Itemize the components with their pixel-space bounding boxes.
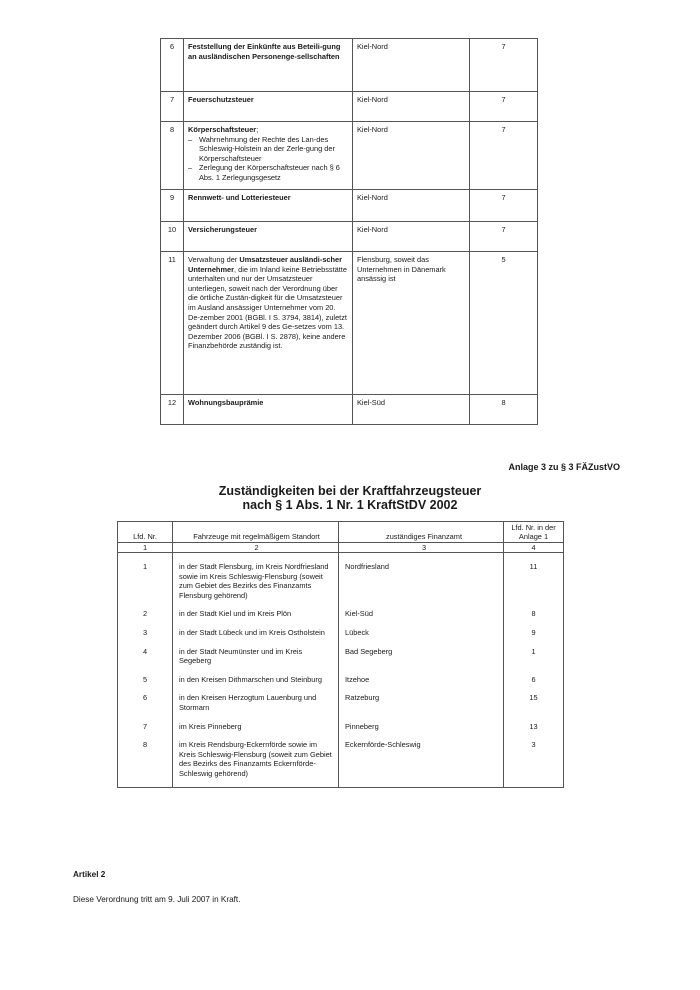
standort: im Kreis Rendsburg-Eckernförde sowie im Kreis Schleswig-Flensburg (soweit zum Gebiet des Bezirks des Finanzamts Eckernförde-Schleswig gehörend) (173, 731, 339, 787)
tax-subject (184, 190, 353, 222)
col-number: 4 (504, 543, 564, 553)
artikel-heading: Artikel 2 (73, 870, 106, 879)
col-number: 3 (339, 543, 504, 553)
row-number: 9 (161, 190, 184, 222)
subject-text: Wohnungsbauprämie (188, 398, 264, 407)
row-number: 3 (118, 619, 173, 638)
table-row (118, 638, 564, 666)
tax-office: Kiel-Süd (353, 395, 470, 425)
anlage-number: 8 (504, 600, 564, 619)
row-number: 8 (118, 731, 173, 787)
standort: im Kreis Pinneberg (173, 713, 339, 732)
row-number: 5 (118, 666, 173, 685)
row-number: 6 (161, 39, 184, 92)
anlage-label: Anlage 3 zu § 3 FÄZustVO (508, 462, 620, 472)
tax-office-table (160, 38, 538, 425)
finanzamt: Eckernförde-Schleswig (339, 731, 504, 787)
subject-text: Rennwett- und Lotteriesteuer (188, 193, 291, 202)
anlage-number: 5 (470, 252, 538, 395)
table-header-row (118, 522, 564, 543)
row-number: 7 (118, 713, 173, 732)
tax-subject (184, 395, 353, 425)
header-finanzamt: zuständiges Finanzamt (339, 522, 504, 543)
list-item: – Zerlegung der Körperschaftsteuer nach § 6 Abs. 1 Zerlegungsgesetz (188, 163, 348, 182)
tax-subject (184, 222, 353, 252)
subject-text: Feuerschutzsteuer (188, 95, 254, 104)
table-row (118, 684, 564, 712)
subject-text: Verwaltung der (188, 255, 240, 264)
subject-text: Feststellung der Einkünfte aus Beteili-gung an ausländischen Personenge-sellschaften (188, 42, 341, 61)
row-number: 12 (161, 395, 184, 425)
finanzamt: Itzehoe (339, 666, 504, 685)
col-number: 1 (118, 543, 173, 553)
standort: in der Stadt Lübeck und im Kreis Ostholstein (173, 619, 339, 638)
finanzamt: Pinneberg (339, 713, 504, 732)
subject-text: Umsatzsteuer ausländi-scher Unternehmer (188, 255, 343, 274)
standort: in der Stadt Flensburg, im Kreis Nordfriesland sowie im Kreis Schleswig-Flensburg (soweit zum Gebiet des Bezirks des Finanzamts Flensburg gehörend) (173, 553, 339, 601)
row-number: 11 (161, 252, 184, 395)
table-row (161, 190, 538, 222)
column-number-row (118, 543, 564, 553)
tax-subject (184, 39, 353, 92)
subject-text: Versicherungsteuer (188, 225, 258, 234)
standort: in der Stadt Kiel und im Kreis Plön (173, 600, 339, 619)
tax-office: Flensburg, soweit das Unternehmen in Dänemark ansässig ist (353, 252, 470, 395)
inkraft-text: Diese Verordnung tritt am 9. Juli 2007 in Kraft. (73, 895, 241, 904)
anlage-number: 3 (504, 731, 564, 787)
table-row (161, 92, 538, 122)
subject-text: , die im Inland keine Betriebsstätte unterhalten und nur der Umsatzsteuer unterliegen, soweit nach der Verordnung über die örtliche Zustän-digkeit für die Umsatzsteuer im Ausland ansässiger Unternehmer vom 20. De-zember 2001 (BGBl. I S. 3794, 3814), zuletzt geändert durch Artikel 9 des Ge-setzes vom 13. Dezember 2006 (BGBl. I S. 2878), keine andere Finanzbehörde zuständig ist. (188, 264, 347, 351)
subject-text: ; (256, 125, 259, 134)
standort: in der Stadt Neumünster und im Kreis Segeberg (173, 638, 339, 666)
header-standort: Fahrzeuge mit regelmäßigem Standort (173, 522, 339, 543)
table-row (161, 122, 538, 190)
title-line-2: nach § 1 Abs. 1 Nr. 1 KraftStDV 2002 (242, 498, 458, 512)
table-row (118, 553, 564, 601)
list-item: – Wahrnehmung der Rechte des Lan-des Schleswig-Holstein an der Zerle-gung der Körperschaftsteuer (188, 135, 348, 164)
anlage-number: 7 (470, 92, 538, 122)
row-number: 7 (161, 92, 184, 122)
table-row (161, 39, 538, 92)
tax-office: Kiel-Nord (353, 122, 470, 190)
row-number: 2 (118, 600, 173, 619)
finanzamt: Ratzeburg (339, 684, 504, 712)
row-number: 6 (118, 684, 173, 712)
title-line-1: Zuständigkeiten bei der Kraftfahrzeugsteuer (218, 484, 482, 498)
anlage-number: 8 (470, 395, 538, 425)
anlage-number: 13 (504, 713, 564, 732)
row-number: 4 (118, 638, 173, 666)
anlage-number: 9 (504, 619, 564, 638)
table-row (161, 222, 538, 252)
tax-office: Kiel-Nord (353, 222, 470, 252)
anlage-number: 15 (504, 684, 564, 712)
col-number: 2 (173, 543, 339, 553)
tax-office: Kiel-Nord (353, 92, 470, 122)
finanzamt: Lübeck (339, 619, 504, 638)
row-number: 10 (161, 222, 184, 252)
table-row (118, 666, 564, 685)
tax-subject (184, 252, 353, 395)
anlage-number: 6 (504, 666, 564, 685)
table-row (118, 731, 564, 787)
section-title (0, 484, 700, 512)
header-lfd-nr: Lfd. Nr. (118, 522, 173, 543)
table-row (118, 600, 564, 619)
subject-text: Körperschaftsteuer (188, 125, 257, 134)
header-anlage: Lfd. Nr. in der Anlage 1 (504, 522, 564, 543)
finanzamt: Bad Segeberg (339, 638, 504, 666)
anlage-number: 7 (470, 190, 538, 222)
row-number: 1 (118, 553, 173, 601)
standort: in den Kreisen Dithmarschen und Steinburg (173, 666, 339, 685)
finanzamt: Nordfriesland (339, 553, 504, 601)
tax-subject (184, 92, 353, 122)
tax-subject (184, 122, 353, 190)
table-row (161, 252, 538, 395)
table-row (118, 619, 564, 638)
anlage-number: 7 (470, 39, 538, 92)
vehicle-tax-table (117, 521, 564, 788)
anlage-number: 7 (470, 122, 538, 190)
anlage-number: 7 (470, 222, 538, 252)
anlage-number: 1 (504, 638, 564, 666)
table-row (161, 395, 538, 425)
tax-office: Kiel-Nord (353, 39, 470, 92)
tax-office: Kiel-Nord (353, 190, 470, 222)
anlage-number: 11 (504, 553, 564, 601)
table-row (118, 713, 564, 732)
row-number: 8 (161, 122, 184, 190)
finanzamt: Kiel-Süd (339, 600, 504, 619)
subject-list (188, 135, 348, 183)
standort: in den Kreisen Herzogtum Lauenburg und Stormarn (173, 684, 339, 712)
